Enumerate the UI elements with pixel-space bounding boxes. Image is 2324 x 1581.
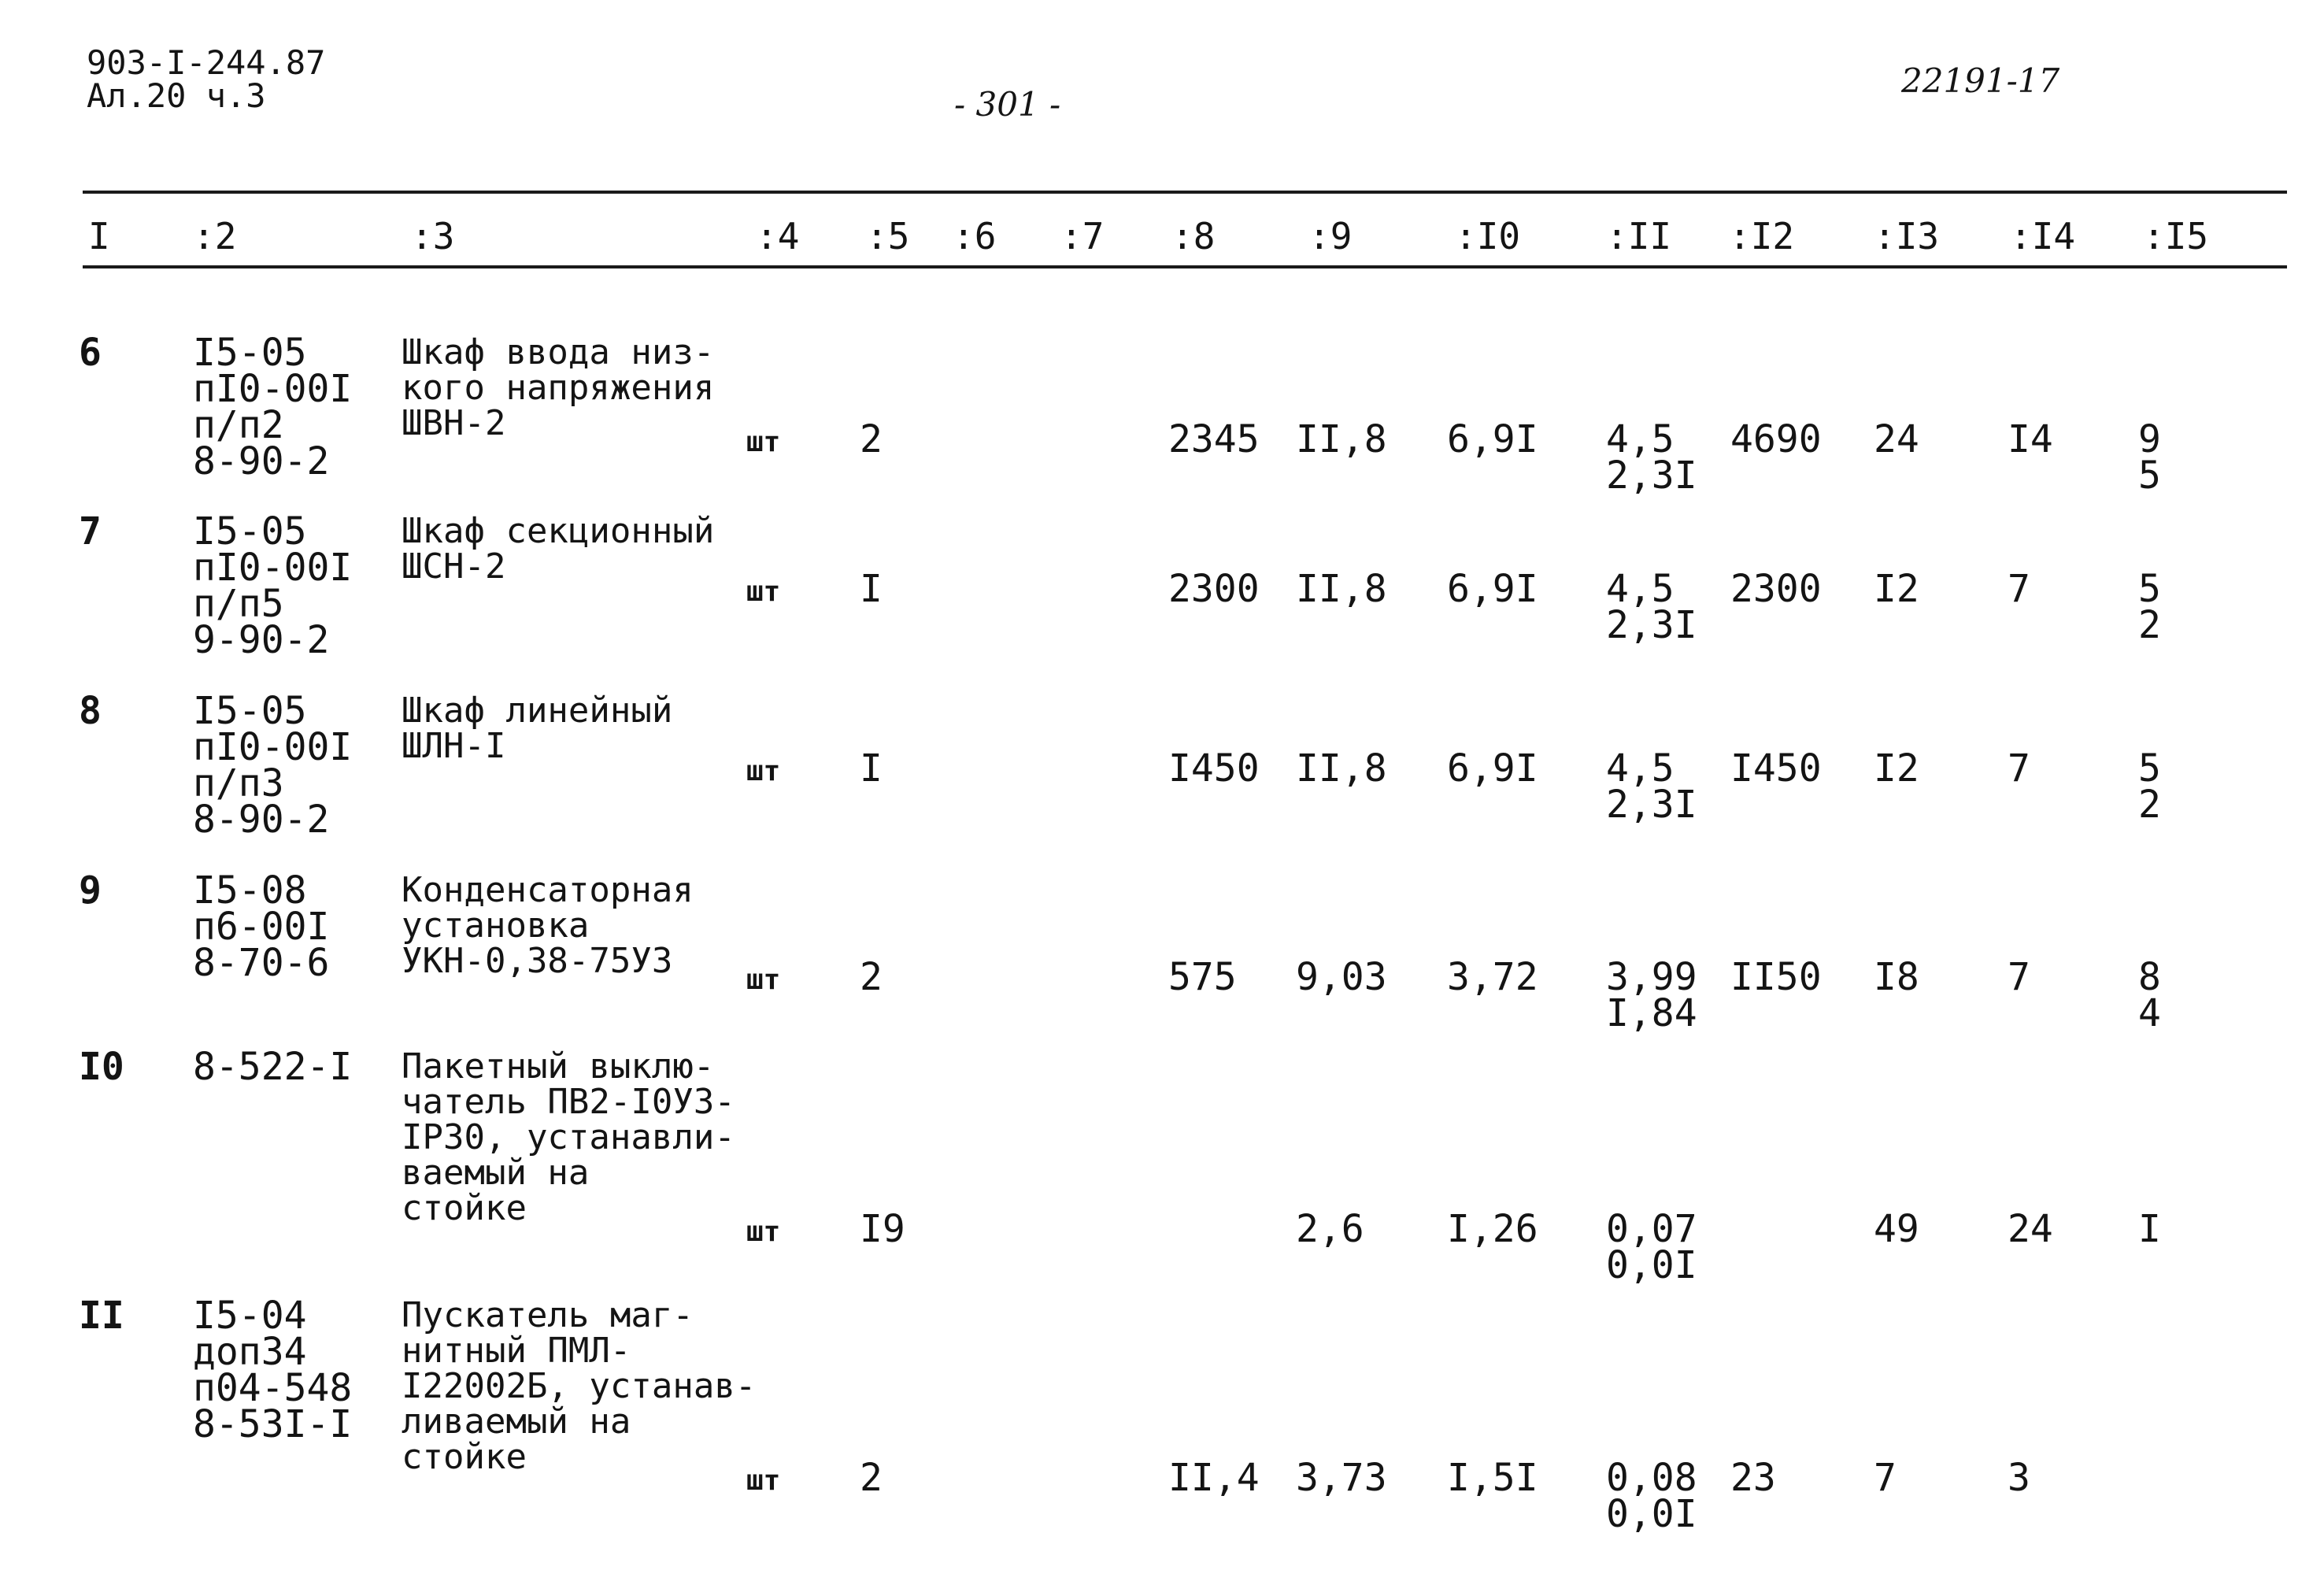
row-col13: I8 — [1874, 955, 1919, 999]
row-number: 9 — [79, 868, 102, 913]
row-col10: I,26 — [1447, 1207, 1538, 1251]
row-code-line: п/п3 — [193, 761, 284, 805]
row-col9: 9,03 — [1296, 955, 1387, 999]
document-code: 903-I-244.87 — [87, 43, 326, 82]
column-header-14: :I4 — [2010, 215, 2076, 257]
row-quantity: 2 — [860, 417, 883, 461]
row-name-line: ШСН-2 — [402, 546, 506, 587]
row-code-line: пI0-00I — [193, 725, 353, 769]
row-col15-line: 5 — [2138, 454, 2161, 498]
row-col12: I450 — [1730, 746, 1822, 790]
row-col15-line: 8 — [2138, 955, 2161, 999]
row-col15-line: 2 — [2138, 603, 2161, 647]
row-name-line: I22002Б, устанав- — [402, 1366, 757, 1406]
row-col14: 7 — [2008, 567, 2030, 611]
row-name-line: ШЛН-I — [402, 726, 506, 766]
table-top-rule — [83, 191, 2287, 194]
row-name-line: стойке — [402, 1188, 527, 1228]
row-col12: 4690 — [1730, 417, 1822, 461]
row-col15-line: 4 — [2138, 991, 2161, 1035]
row-col9: II,8 — [1296, 746, 1387, 790]
column-header-8: :8 — [1171, 215, 1216, 257]
column-header-9: :9 — [1308, 215, 1353, 257]
row-col9: II,8 — [1296, 417, 1387, 461]
row-col11-line: 2,3I — [1606, 603, 1697, 647]
row-quantity: 2 — [860, 1456, 883, 1500]
row-code-line: пI0-00I — [193, 546, 353, 590]
row-col10: 6,9I — [1447, 746, 1538, 790]
row-code-line: 9-90-2 — [193, 618, 330, 662]
row-unit: шт — [746, 1216, 781, 1248]
page-number: - 301 - — [954, 85, 1061, 124]
row-number: 6 — [79, 331, 102, 375]
column-header-11: :II — [1606, 215, 1672, 257]
row-code-line: доп34 — [193, 1330, 307, 1374]
album-part: Ал.20 ч.3 — [87, 76, 266, 115]
row-col11-line: 4,5 — [1606, 746, 1675, 790]
row-col15-line: 2 — [2138, 783, 2161, 827]
row-name-line: Шкаф секционный — [402, 511, 715, 551]
row-col12: 2300 — [1730, 567, 1822, 611]
row-number: II — [79, 1294, 124, 1338]
row-col15-line: 5 — [2138, 746, 2161, 790]
row-code-line: п04-548 — [193, 1366, 353, 1410]
row-col10: 6,9I — [1447, 417, 1538, 461]
row-col11-line: 0,0I — [1606, 1492, 1697, 1536]
row-col8: II,4 — [1168, 1456, 1260, 1500]
row-code-line: I5-05 — [193, 509, 307, 554]
column-header-1: I — [88, 215, 110, 257]
row-unit: шт — [746, 576, 781, 608]
row-code-line: 8-90-2 — [193, 439, 330, 483]
row-code-line: п/п2 — [193, 403, 284, 447]
column-header-2: :2 — [193, 215, 237, 257]
row-number: 7 — [79, 509, 102, 554]
row-number: 8 — [79, 689, 102, 733]
row-name-line: Шкаф ввода низ- — [402, 332, 715, 372]
row-name-line: IP30, устанавли- — [402, 1117, 735, 1157]
row-col15-line: I — [2138, 1207, 2161, 1251]
row-name-line: ливаемый на — [402, 1401, 631, 1442]
row-col8: 2345 — [1168, 417, 1260, 461]
row-quantity: I — [860, 746, 883, 790]
row-code-line: 8-53I-I — [193, 1402, 353, 1446]
row-col13: 7 — [1874, 1456, 1897, 1500]
row-col10: 6,9I — [1447, 567, 1538, 611]
row-name-line: Шкаф линейный — [402, 691, 673, 731]
row-quantity: I — [860, 567, 883, 611]
row-col11-line: 2,3I — [1606, 783, 1697, 827]
column-header-7: :7 — [1060, 215, 1105, 257]
column-header-13: :I3 — [1874, 215, 1940, 257]
row-col11-line: 3,99 — [1606, 955, 1697, 999]
row-col9: II,8 — [1296, 567, 1387, 611]
row-code-line: I5-08 — [193, 868, 307, 913]
row-unit: шт — [746, 964, 781, 996]
row-name-line: кого напряжения — [402, 368, 715, 408]
row-name-line: Конденсаторная — [402, 870, 694, 910]
row-code-line: пI0-00I — [193, 367, 353, 411]
row-unit: шт — [746, 426, 781, 458]
table-header-rule — [83, 265, 2287, 268]
row-col14: 3 — [2008, 1456, 2030, 1500]
row-name-line: установка — [402, 905, 590, 946]
row-col10: 3,72 — [1447, 955, 1538, 999]
row-name-line: Пакетный выклю- — [402, 1046, 715, 1087]
row-name-line: Пускатель маг- — [402, 1295, 694, 1335]
row-number: I0 — [79, 1045, 124, 1089]
row-col13: I2 — [1874, 746, 1919, 790]
row-unit: шт — [746, 1464, 781, 1497]
column-header-10: :I0 — [1455, 215, 1521, 257]
row-col11-line: I,84 — [1606, 991, 1697, 1035]
row-col11-line: 0,07 — [1606, 1207, 1697, 1251]
column-header-15: :I5 — [2143, 215, 2209, 257]
column-header-5: :5 — [866, 215, 910, 257]
row-col8: 2300 — [1168, 567, 1260, 611]
row-code-line: п6-00I — [193, 905, 330, 949]
row-unit: шт — [746, 755, 781, 787]
row-code-line: I5-05 — [193, 331, 307, 375]
column-header-3: :3 — [411, 215, 455, 257]
column-header-6: :6 — [953, 215, 997, 257]
inventory-number: 22191-17 — [1901, 61, 2060, 100]
row-col13: I2 — [1874, 567, 1919, 611]
row-col15-line: 5 — [2138, 567, 2161, 611]
row-col11-line: 0,0I — [1606, 1243, 1697, 1287]
row-col13: 24 — [1874, 417, 1919, 461]
row-col12: 23 — [1730, 1456, 1776, 1500]
row-col9: 2,6 — [1296, 1207, 1364, 1251]
row-name-line: стойке — [402, 1437, 527, 1477]
row-col11-line: 4,5 — [1606, 417, 1675, 461]
row-col12: II50 — [1730, 955, 1822, 999]
row-code-line: I5-05 — [193, 689, 307, 733]
column-header-4: :4 — [756, 215, 800, 257]
row-name-line: ШВН-2 — [402, 403, 506, 443]
row-name-line: ваемый на — [402, 1153, 590, 1193]
row-code-line: 8-522-I — [193, 1045, 353, 1089]
row-col15-line: 9 — [2138, 417, 2161, 461]
row-col8: 575 — [1168, 955, 1237, 999]
row-col8: I450 — [1168, 746, 1260, 790]
column-header-12: :I2 — [1729, 215, 1795, 257]
row-name-line: нитный ПМЛ- — [402, 1331, 631, 1371]
row-code-line: I5-04 — [193, 1294, 307, 1338]
row-col14: 7 — [2008, 746, 2030, 790]
row-col11-line: 0,08 — [1606, 1456, 1697, 1500]
row-quantity: I9 — [860, 1207, 905, 1251]
row-col14: 7 — [2008, 955, 2030, 999]
row-col11-line: 2,3I — [1606, 454, 1697, 498]
row-code-line: п/п5 — [193, 582, 284, 626]
row-col10: I,5I — [1447, 1456, 1538, 1500]
row-col9: 3,73 — [1296, 1456, 1387, 1500]
row-col11-line: 4,5 — [1606, 567, 1675, 611]
row-quantity: 2 — [860, 955, 883, 999]
row-col13: 49 — [1874, 1207, 1919, 1251]
row-code-line: 8-70-6 — [193, 941, 330, 985]
row-col14: 24 — [2008, 1207, 2053, 1251]
row-code-line: 8-90-2 — [193, 798, 330, 842]
row-name-line: чатель ПВ2-I0У3- — [402, 1082, 735, 1122]
row-col14: I4 — [2008, 417, 2053, 461]
row-name-line: УКН-0,38-75У3 — [402, 941, 673, 981]
